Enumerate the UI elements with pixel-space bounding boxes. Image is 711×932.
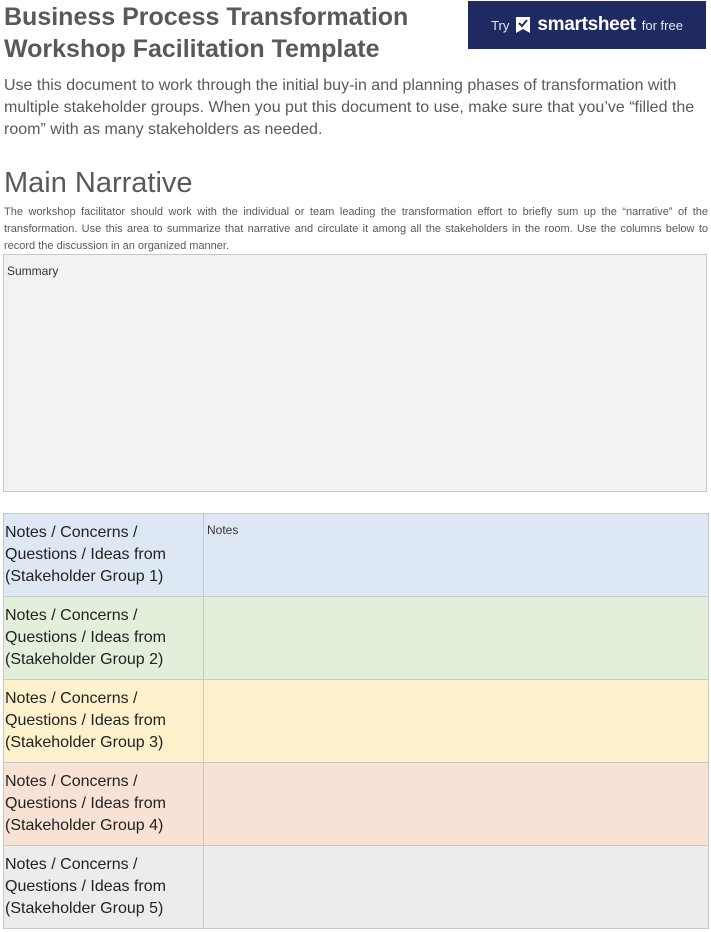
- main-narrative-heading: Main Narrative: [4, 167, 193, 199]
- summary-box[interactable]: [3, 254, 707, 492]
- table-row: [4, 763, 709, 846]
- cta-suffix-text: for free: [641, 17, 683, 33]
- smartsheet-logo-icon: [515, 16, 531, 34]
- table-row: [4, 846, 709, 929]
- stakeholder-group-3-label: Notes / Concerns / Questions / Ideas from (Stakeholder Group 3): [4, 680, 204, 763]
- main-narrative-description: The workshop facilitator should work with the individual or team leading the transformation effort to briefly sum up the “narrative” of the transformation. Use this area to summarize that narrative and circulate it among all the stakeholders in the room. Use the columns below to record the discussion in an organized manner.: [4, 206, 708, 252]
- stakeholder-group-5-notes[interactable]: [204, 846, 709, 929]
- stakeholder-group-1-label: Notes / Concerns / Questions / Ideas from (Stakeholder Group 1): [4, 514, 204, 597]
- cta-brand-text: smartsheet: [537, 14, 636, 35]
- stakeholder-group-4-label: Notes / Concerns / Questions / Ideas from (Stakeholder Group 4): [4, 763, 204, 846]
- table-row: [4, 514, 709, 597]
- stakeholder-group-5-label: Notes / Concerns / Questions / Ideas from (Stakeholder Group 5): [4, 846, 204, 929]
- page-title: Business Process Transformation Workshop Facilitation Template: [4, 3, 409, 63]
- stakeholder-group-4-notes[interactable]: [204, 763, 709, 846]
- stakeholder-group-2-label: Notes / Concerns / Questions / Ideas from (Stakeholder Group 2): [4, 597, 204, 680]
- smartsheet-cta-button[interactable]: [468, 1, 706, 49]
- notes-label: Notes: [207, 523, 239, 537]
- intro-paragraph: Use this document to work through the initial buy-in and planning phases of transformation with multiple stakeholder groups. When you put this document to use, make sure that you’ve “filled the room” with as many stakeholders as needed.: [4, 77, 695, 138]
- table-row: [4, 597, 709, 680]
- stakeholder-notes-table: [3, 513, 709, 929]
- stakeholder-group-3-notes[interactable]: [204, 680, 709, 763]
- cta-try-text: Try: [491, 17, 510, 33]
- table-row: [4, 680, 709, 763]
- stakeholder-group-1-notes[interactable]: [204, 514, 709, 597]
- stakeholder-group-2-notes[interactable]: [204, 597, 709, 680]
- summary-label: Summary: [7, 264, 59, 278]
